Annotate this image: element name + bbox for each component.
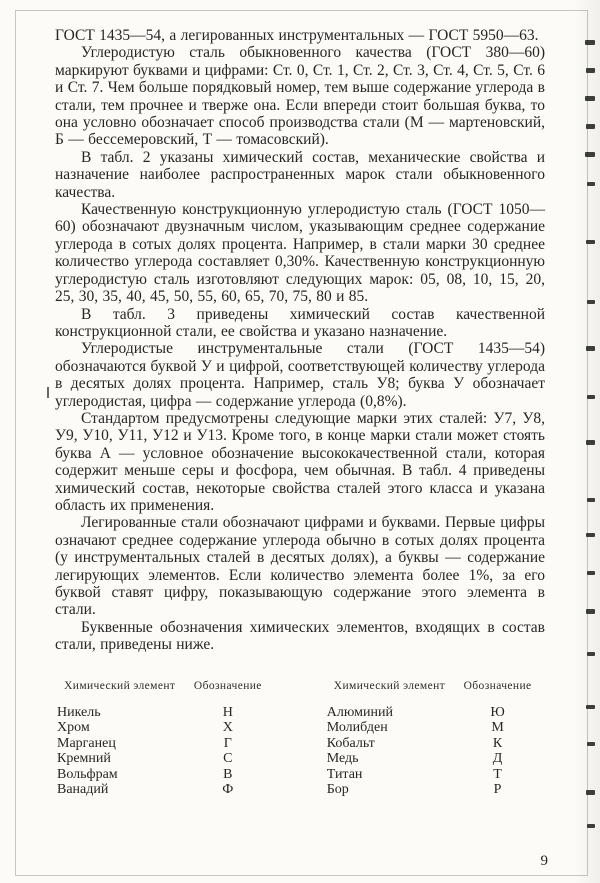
- table-row-element: Кобальт: [326, 735, 375, 751]
- table-row-element: Медь: [326, 751, 359, 767]
- scan-artifact: [586, 790, 595, 795]
- element-designation-table: [55, 680, 545, 798]
- column-header-element: Химический элемент: [333, 679, 446, 692]
- scan-artifact: [587, 742, 595, 746]
- table-row-code: М: [491, 720, 504, 736]
- scan-artifact: [47, 387, 49, 398]
- table-row-code: Х: [222, 720, 233, 736]
- scan-artifact: [587, 395, 595, 399]
- scan-artifact: [587, 571, 595, 575]
- column-header-designation: Обозначение: [193, 679, 262, 692]
- table-row-code: Р: [493, 782, 502, 798]
- scan-artifact: [586, 124, 595, 129]
- table-row-element: Бор: [326, 782, 349, 798]
- table-row-element: Марганец: [57, 735, 116, 751]
- scan-artifact: [585, 40, 595, 45]
- table-row-element: Ванадий: [57, 782, 109, 798]
- table-row-element: Кремний: [57, 751, 111, 767]
- table-row-element: Титан: [326, 766, 363, 782]
- table-row-element: Молибден: [326, 720, 388, 736]
- scan-artifact: [586, 533, 595, 537]
- table-row-element: Алюминий: [326, 704, 393, 720]
- paragraph: В табл. 3 приведены химический состав качественной конструкционной стали, ее свойства и указано назначение.: [55, 305, 545, 340]
- table-row-code: К: [492, 735, 503, 751]
- scan-artifact: [585, 96, 595, 101]
- paragraph: Углеродистую сталь обыкновенного качества (ГОСТ 380—60) маркируют буквами и цифрами: Ст. 0, Ст. 1, Ст. 2, Ст. 3, Ст. 4, Ст. 5, Ст. 6 и Ст. 7. Чем больше порядковый номер, тем выше содержание углерода в стали, тем прочнее и тверже она. Если впереди стоит большая буква, то она условно обозначает способ производства стали (М — мартеновский, Б — бессемеровский, Т — томасовский).: [55, 44, 545, 149]
- paragraph: Буквенные обозначения химических элементов, входящих в состав стали, приведены ниже.: [55, 618, 545, 654]
- scan-artifact: [586, 609, 595, 614]
- element-table-left: [57, 680, 273, 798]
- scan-artifact: [585, 152, 595, 157]
- paragraph: ГОСТ 1435—54, а легированных инструментальных — ГОСТ 5950—63.: [55, 27, 539, 44]
- page-number: 9: [540, 853, 548, 869]
- scan-artifact: [586, 705, 595, 709]
- table-row-element: Хром: [57, 720, 90, 736]
- paragraph: Углеродистые инструментальные стали (ГОСТ 1435—54) обозначаются буквой У и цифрой, соответствующей количеству углерода в десятых долях процента. Например, сталь У8; буква У обозначает углеродистая, цифра — содержание углерода (0,8%).: [55, 340, 545, 410]
- scan-artifact: [586, 240, 595, 244]
- table-row-code: Н: [222, 704, 233, 720]
- scan-artifact: [586, 68, 595, 73]
- scan-artifact: [587, 824, 595, 828]
- table-row-code: Ф: [222, 782, 234, 798]
- table-row-code: Д: [492, 751, 503, 767]
- column-header-designation: Обозначение: [463, 679, 532, 692]
- scan-artifact: [586, 346, 595, 351]
- table-row-code: Г: [223, 735, 232, 751]
- scan-artifact: [586, 440, 595, 445]
- scan-artifact: [587, 182, 595, 186]
- table-row-code: Ю: [490, 704, 505, 720]
- paragraph: Качественную конструкционную углеродистую сталь (ГОСТ 1050—60) обозначают двузначным числом, указывающим среднее содержание углерода в сотых долях процента. Например, в стали марки 30 среднее количество углерода составляет 0,30%. Качественную конструкционную углеродистую сталь изготовляют следующих марок: 05, 08, 10, 15, 20, 25, 30, 35, 40, 45, 50, 55, 60, 65, 70, 75, 80 и 85.: [55, 201, 545, 306]
- scan-artifact: [587, 652, 595, 656]
- paragraph: Стандартом предусмотрены следующие марки этих сталей: У7, У8, У9, У10, У11, У12 и У13. Кроме того, в конце марки стали может стоять буква А — условное обозначение высококачественной стали, которая содержит меньше серы и фосфора, чем обычная. В табл. 4 приведены химический состав, некоторые свойства сталей этого класса и указана область их применения.: [55, 409, 545, 514]
- table-row-element: Никель: [57, 704, 101, 720]
- table-row-code: Т: [493, 766, 502, 782]
- scan-artifact: [587, 498, 595, 502]
- column-header-element: Химический элемент: [64, 679, 176, 692]
- element-table-right: [327, 680, 543, 798]
- paragraph: Легированные стали обозначают цифрами и буквами. Первые цифры означают среднее содержание углерода обычно в сотых долях процента (у инструментальных сталей в десятых долях), а буквы — содержание легирующих элементов. Если количество элемента более 1%, за его буквой ставят цифру, показывающую содержание этого элемента в стали.: [55, 514, 545, 619]
- table-row-code: В: [223, 766, 233, 782]
- scan-artifact: [587, 300, 595, 304]
- table-row-code: С: [223, 751, 233, 767]
- table-row-element: Вольфрам: [57, 766, 118, 782]
- paragraph: В табл. 2 указаны химический состав, механические свойства и назначение наиболее распространенных марок стали обыкновенного качества.: [55, 148, 545, 201]
